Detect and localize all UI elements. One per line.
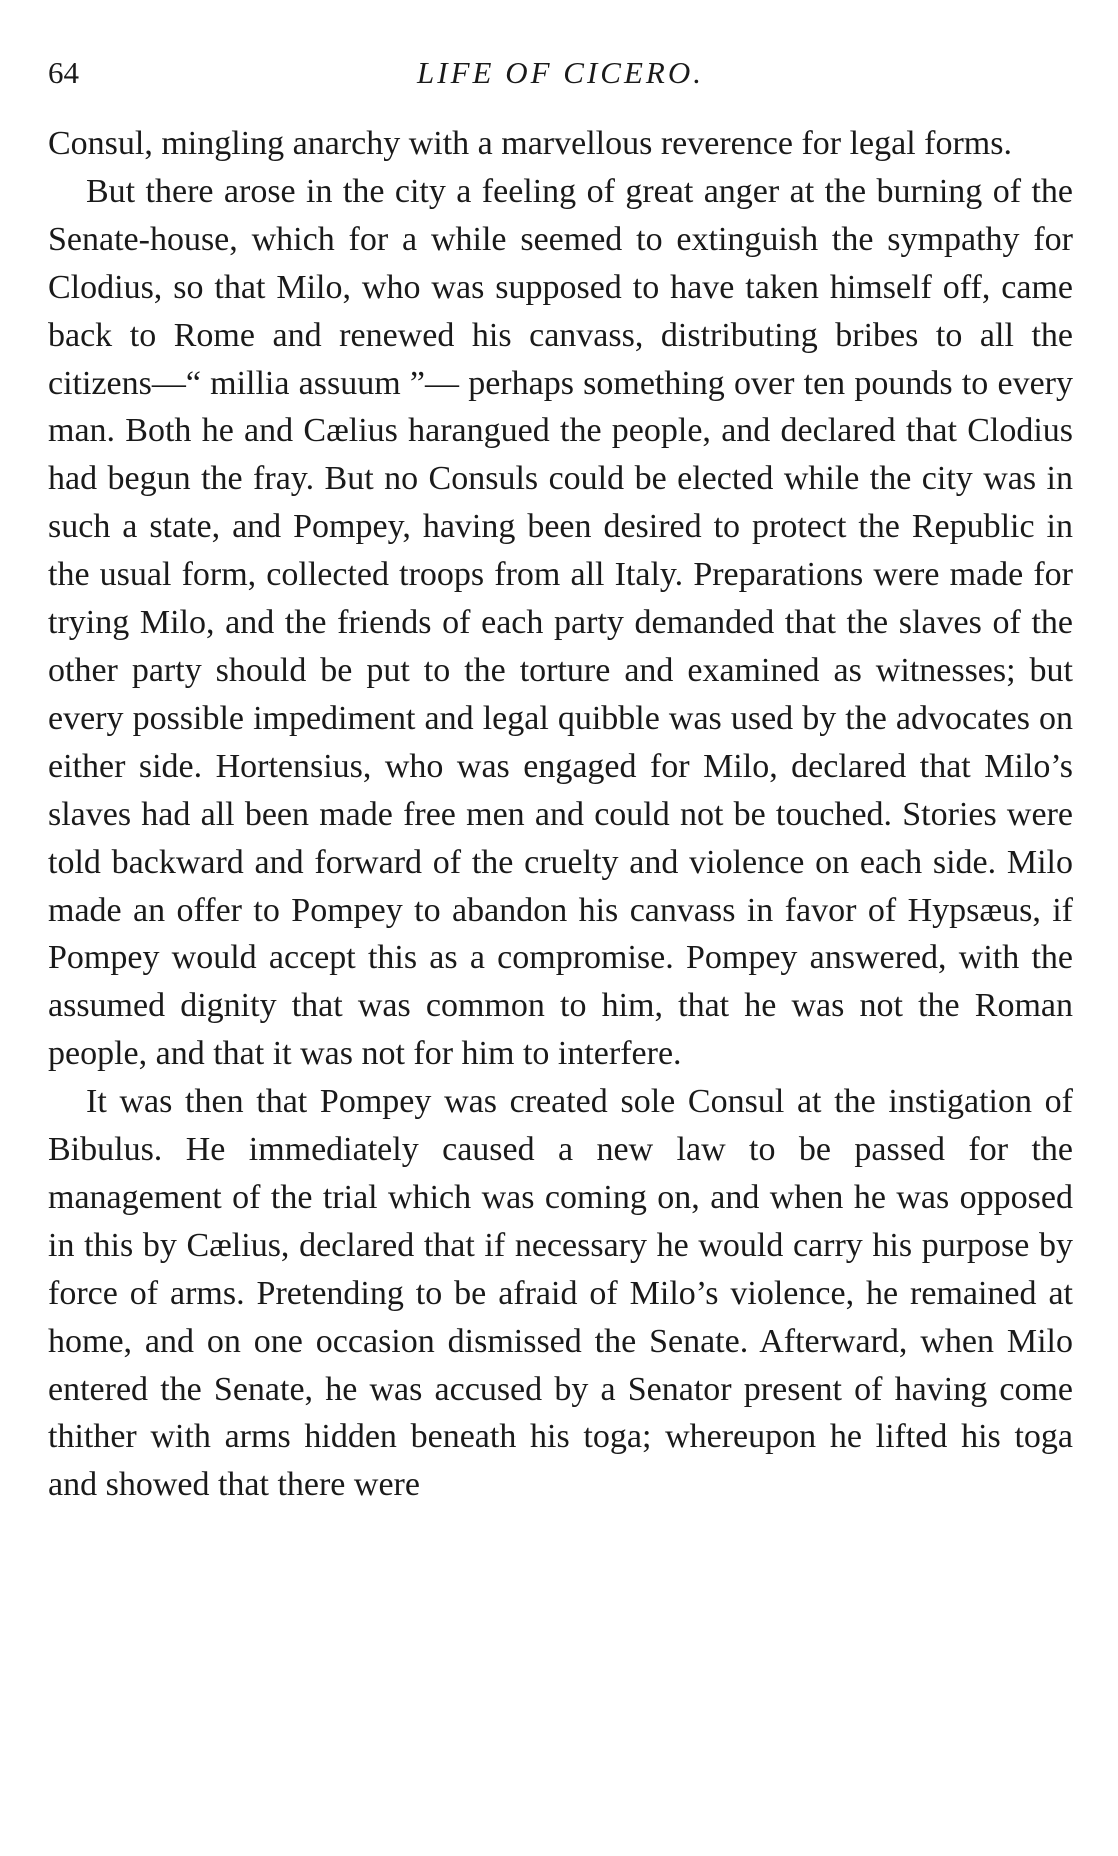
paragraph-sole-consul: It was then that Pompey was created sole Consul at the instigation of Bibulus. He immediately caused a new law to be passed for the management of the trial which was coming on, and when he was opposed in this by Cælius, declared that if necessary he would carry his purpose by force of arms. Pretending to be afraid of Milo’s violence, he remained at home, and on one occasion dismissed the Senate. Afterward, when Milo entered the Senate, he was accused by a Senator present of having come thither with arms hidden beneath his toga; whereupon he lifted his toga and showed that there were <box>48 1083 1073 1504</box>
body-text <box>48 120 1073 1509</box>
book-page <box>48 50 1073 1509</box>
paragraph-continuation: Consul, mingling anarchy with a marvellous reverence for legal forms. <box>48 125 1012 162</box>
running-title: LIFE OF CICERO. <box>417 55 704 90</box>
running-head <box>48 50 1073 96</box>
page-number: 64 <box>48 55 79 90</box>
paragraph-senate-house: But there arose in the city a feeling of great anger at the burning of the Senate-house, which for a while seemed to extinguish the sympathy for Clodius, so that Milo, who was supposed to have taken himself off, came back to Rome and renewed his canvass, distributing bribes to all the citizens—“ millia assuum ”— perhaps something over ten pounds to every man. Both he and Cælius harangued the people, and declared that Clodius had begun the fray. But no Consuls could be elected while the city was in such a state, and Pompey, having been desired to protect the Republic in the usual form, collected troops from all Italy. Preparations were made for trying Milo, and the friends of each party demanded that the slaves of the other party should be put to the torture and examined as witnesses; but every possible impediment and legal quibble was used by the advocates on either side. Hortensius, who was engaged for Milo, declared that Milo’s slaves had all been made free men and could not be touched. Stories were told backward and forward of the cruelty and violence on each side. Milo made an offer to Pompey to abandon his canvass in favor of Hypsæus, if Pompey would accept this as a compromise. Pompey answered, with the assumed dignity that was common to him, that he was not the Roman people, and that it was not for him to interfere. <box>48 172 1073 1073</box>
